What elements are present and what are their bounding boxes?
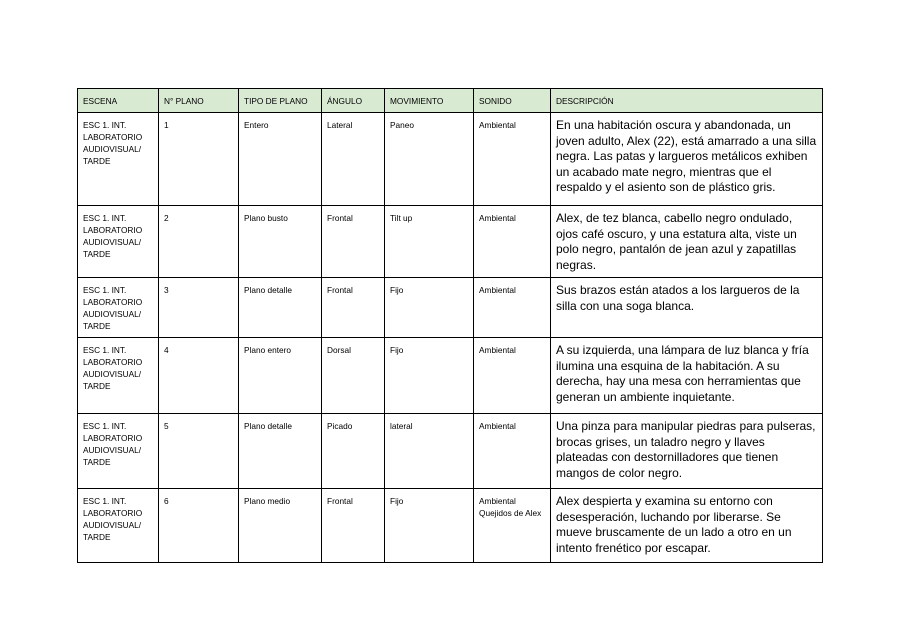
cell-escena: ESC 1. INT. LABORATORIO AUDIOVISUAL/ TARDE: [78, 338, 159, 414]
cell-escena: ESC 1. INT. LABORATORIO AUDIOVISUAL/ TARDE: [78, 113, 159, 206]
cell-descripcion: En una habitación oscura y abandonada, un joven adulto, Alex (22), está amarrado a una silla negra. Las patas y largueros metálicos exhiben un acabado mate negro, mientras que el respaldo y el asiento son de plástico gris.: [551, 113, 823, 206]
cell-tipo: Plano detalle: [239, 414, 322, 489]
cell-escena: ESC 1. INT. LABORATORIO AUDIOVISUAL/ TARDE: [78, 206, 159, 278]
cell-plano: 4: [159, 338, 239, 414]
cell-tipo: Plano medio: [239, 489, 322, 563]
cell-plano: 2: [159, 206, 239, 278]
cell-plano: 6: [159, 489, 239, 563]
cell-sonido: Ambiental Quejidos de Alex: [474, 489, 551, 563]
cell-sonido: Ambiental: [474, 338, 551, 414]
header-escena: ESCENA: [78, 89, 159, 113]
cell-angulo: Dorsal: [322, 338, 385, 414]
cell-movimiento: Fijo: [385, 489, 474, 563]
cell-tipo: Entero: [239, 113, 322, 206]
cell-escena: ESC 1. INT. LABORATORIO AUDIOVISUAL/ TARDE: [78, 278, 159, 338]
cell-escena: ESC 1. INT. LABORATORIO AUDIOVISUAL/ TARDE: [78, 489, 159, 563]
table-row: [78, 489, 823, 563]
cell-escena: ESC 1. INT. LABORATORIO AUDIOVISUAL/ TARDE: [78, 414, 159, 489]
table-body: [78, 113, 823, 563]
cell-descripcion: Sus brazos están atados a los largueros de la silla con una soga blanca.: [551, 278, 823, 338]
cell-angulo: Lateral: [322, 113, 385, 206]
header-tipo: TIPO DE PLANO: [239, 89, 322, 113]
header-sonido: SONIDO: [474, 89, 551, 113]
cell-tipo: Plano busto: [239, 206, 322, 278]
cell-movimiento: Fijo: [385, 278, 474, 338]
cell-sonido: Ambiental: [474, 206, 551, 278]
header-movimiento: MOVIMIENTO: [385, 89, 474, 113]
header-plano: N° PLANO: [159, 89, 239, 113]
cell-angulo: Frontal: [322, 278, 385, 338]
cell-descripcion: Alex despierta y examina su entorno con desesperación, luchando por liberarse. Se mueve bruscamente de un lado a otro en un intento frenético por escapar.: [551, 489, 823, 563]
cell-descripcion: A su izquierda, una lámpara de luz blanca y fría ilumina una esquina de la habitación. A su derecha, hay una mesa con herramientas que generan un ambiente inquietante.: [551, 338, 823, 414]
cell-sonido: Ambiental: [474, 278, 551, 338]
header-descripcion: DESCRIPCIÓN: [551, 89, 823, 113]
cell-tipo: Plano entero: [239, 338, 322, 414]
cell-sonido: Ambiental: [474, 113, 551, 206]
cell-plano: 1: [159, 113, 239, 206]
cell-plano: 5: [159, 414, 239, 489]
cell-sonido: Ambiental: [474, 414, 551, 489]
table-row: [78, 414, 823, 489]
cell-angulo: Frontal: [322, 489, 385, 563]
cell-movimiento: lateral: [385, 414, 474, 489]
cell-angulo: Picado: [322, 414, 385, 489]
cell-movimiento: Fijo: [385, 338, 474, 414]
table-header: [78, 89, 823, 113]
cell-tipo: Plano detalle: [239, 278, 322, 338]
cell-movimiento: Paneo: [385, 113, 474, 206]
cell-angulo: Frontal: [322, 206, 385, 278]
cell-plano: 3: [159, 278, 239, 338]
cell-descripcion: Una pinza para manipular piedras para pulseras, brocas grises, un taladro negro y llaves plateadas con destornilladores que tienen mangos de color negro.: [551, 414, 823, 489]
table-row: [78, 278, 823, 338]
header-row: [78, 89, 823, 113]
cell-descripcion: Alex, de tez blanca, cabello negro ondulado, ojos café oscuro, y una estatura alta, viste un polo negro, pantalón de jean azul y zapatillas negras.: [551, 206, 823, 278]
table-row: [78, 113, 823, 206]
table-row: [78, 206, 823, 278]
header-angulo: ÁNGULO: [322, 89, 385, 113]
table-row: [78, 338, 823, 414]
cell-movimiento: Tilt up: [385, 206, 474, 278]
shot-list-table: [77, 88, 823, 563]
